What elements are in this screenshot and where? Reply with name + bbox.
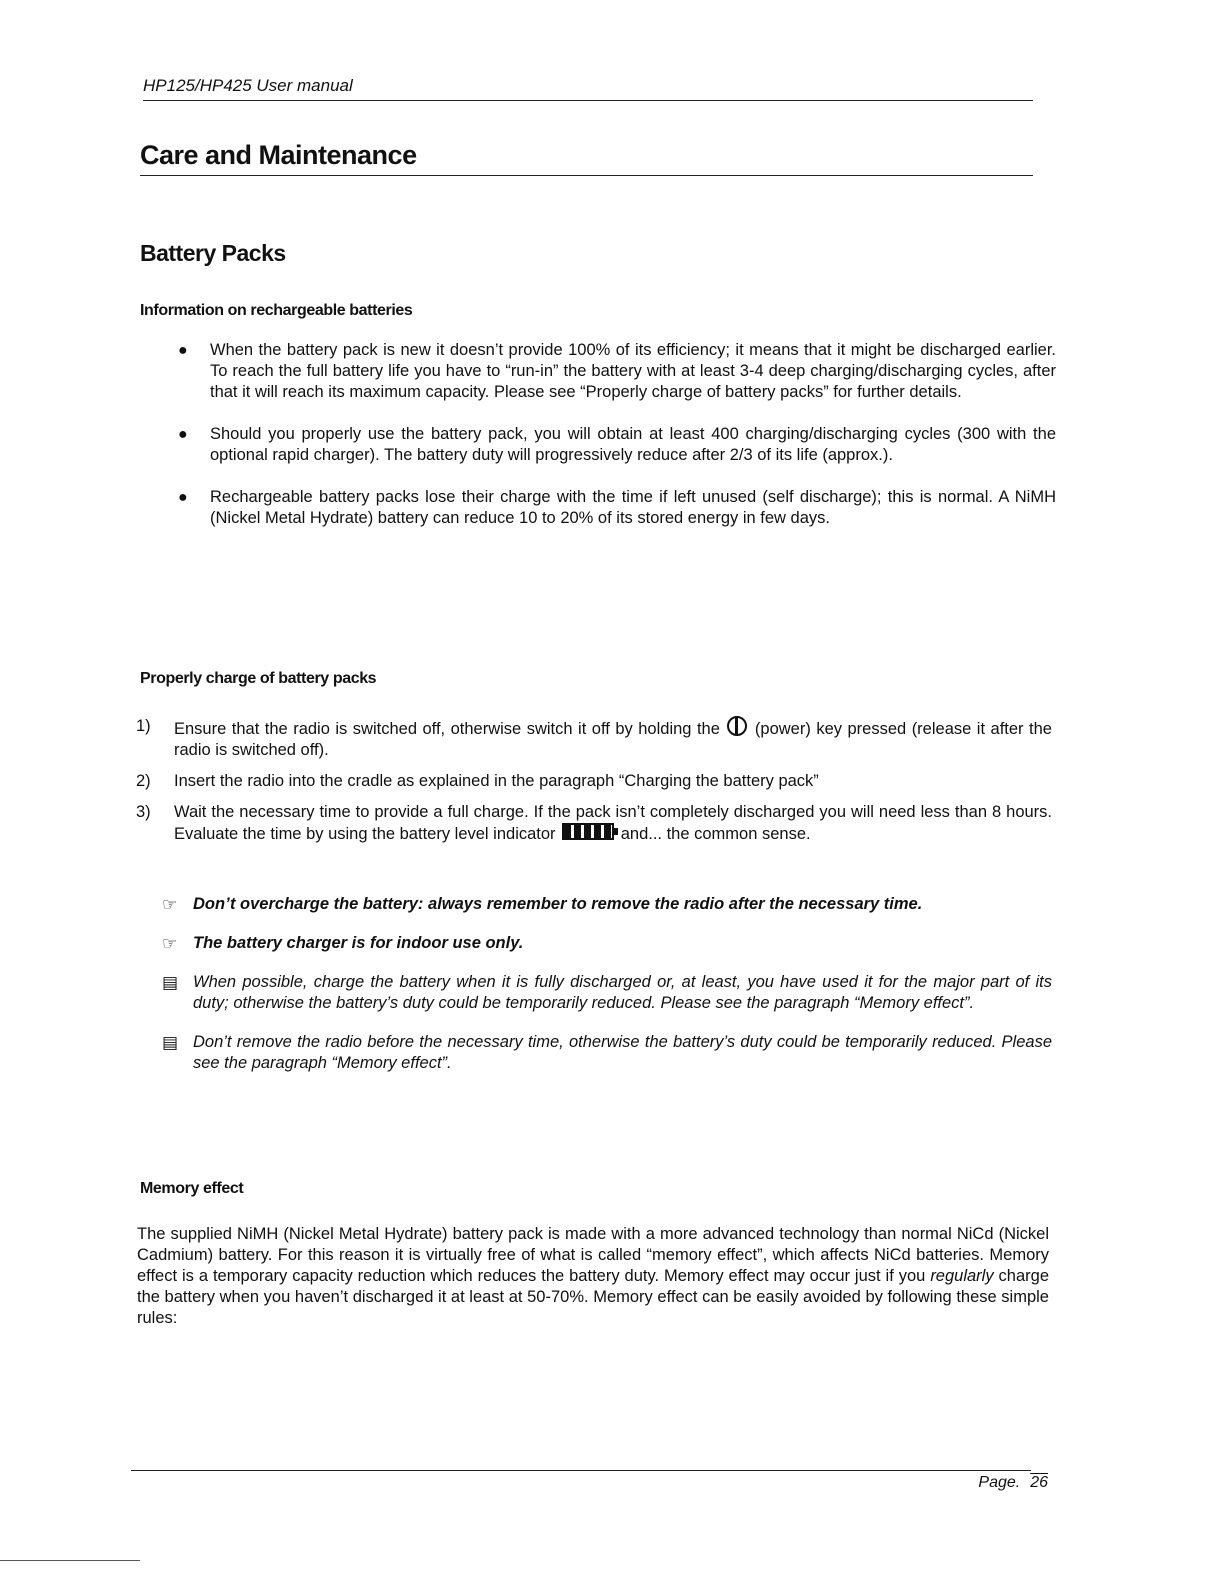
- page-label: Page.: [978, 1474, 1021, 1491]
- note-text: Don’t remove the radio before the necessary time, otherwise the battery’s duty could be temporarily reduced. Please see the paragraph “Memory effect”.: [193, 1033, 1052, 1072]
- charge-heading: Properly charge of battery packs: [140, 670, 377, 687]
- step-text: Ensure that the radio is switched off, otherwise switch it off by holding the: [174, 720, 720, 738]
- charge-steps: [136, 716, 1052, 855]
- memory-heading: Memory effect: [140, 1180, 244, 1197]
- info-note: [160, 972, 1052, 1014]
- page-footer: [978, 1474, 1048, 1492]
- footer-divider: [131, 1470, 1031, 1471]
- note-icon: ▤: [162, 973, 179, 992]
- bullet-text: Should you properly use the battery pack, you will obtain at least 400 charging/discharging cycles (300 with the optional rapid charger). The battery duty will progressively reduce after 2/3 of its life (approx.).: [210, 425, 1056, 464]
- section-title: Battery Packs: [140, 240, 286, 266]
- step-number: 3): [136, 803, 151, 821]
- step-text: and... the common sense.: [620, 825, 811, 843]
- step-number: 1): [136, 717, 151, 735]
- memory-emphasis: regularly: [930, 1267, 994, 1285]
- hand-pointer-icon: ☞: [162, 934, 178, 953]
- list-item: [168, 424, 1056, 466]
- bullet-icon: ●: [178, 426, 188, 443]
- memory-text: The supplied NiMH (Nickel Metal Hydrate) battery pack is made with a more advanced technology than normal NiCd (Nickel Cadmium) battery. For this reason it is virtually free of what is called “memory effect”, which affects NiCd batteries. Memory effect is a temporary capacity reduction which reduces the battery duty. Memory effect may occur just if you: [137, 1225, 1049, 1285]
- running-header: HP125/HP425 User manual: [143, 76, 1033, 101]
- charge-notes: [160, 894, 1052, 1092]
- bullet-icon: ●: [178, 489, 188, 506]
- list-item: [168, 340, 1056, 403]
- battery-level-icon: [562, 823, 614, 840]
- step-text: Wait the necessary time to provide a full charge. If the pack isn’t completely discharged you will need less than 8 hours. Evaluate the time by using the battery level indicator: [174, 803, 1052, 843]
- info-note: [160, 1032, 1052, 1074]
- bullet-icon: ●: [178, 342, 188, 359]
- chapter-title: Care and Maintenance: [140, 140, 1033, 176]
- page-number: 26: [1030, 1474, 1048, 1491]
- step-text: Insert the radio into the cradle as explained in the paragraph “Charging the battery pack”: [174, 772, 819, 790]
- power-icon: [727, 716, 747, 736]
- note-text: The battery charger is for indoor use only.: [193, 934, 524, 952]
- list-item: [136, 771, 1052, 792]
- bullet-text: Rechargeable battery packs lose their charge with the time if left unused (self discharge); this is normal. A NiMH (Nickel Metal Hydrate) battery can reduce 10 to 20% of its stored energy in few days.: [210, 488, 1056, 527]
- note-text: Don’t overcharge the battery: always remember to remove the radio after the necessary time.: [193, 895, 923, 913]
- note-icon: ▤: [162, 1033, 179, 1052]
- list-item: [136, 802, 1052, 845]
- step-number: 2): [136, 772, 151, 790]
- info-bullet-list: [168, 340, 1056, 550]
- list-item: [136, 716, 1052, 761]
- note-text: When possible, charge the battery when it is fully discharged or, at least, you have used it for the major part of its duty; otherwise the battery’s duty could be temporarily reduced. Please see the paragraph “Memory effect”.: [193, 973, 1052, 1012]
- memory-paragraph: [137, 1224, 1049, 1329]
- hand-pointer-icon: ☞: [162, 895, 178, 914]
- warning-note: [160, 894, 1052, 915]
- bullet-text: When the battery pack is new it doesn’t provide 100% of its efficiency; it means that it might be discharged earlier. To reach the full battery life you have to “run-in” the battery with at least 3-4 deep charging/discharging cycles, after that it will reach its maximum capacity. Please see “Properly charge of battery packs” for further details.: [210, 341, 1056, 401]
- memory-text: charge the battery when you haven’t discharged it at least at 50-70%. Memory effect can be easily avoided by following these simple rules:: [137, 1267, 1049, 1327]
- step-text: (power) key pressed (release it after the radio is switched off).: [174, 720, 1052, 759]
- info-heading: Information on rechargeable batteries: [140, 302, 413, 319]
- list-item: [168, 487, 1056, 529]
- warning-note: [160, 933, 1052, 954]
- scan-edge-line: [0, 1560, 140, 1561]
